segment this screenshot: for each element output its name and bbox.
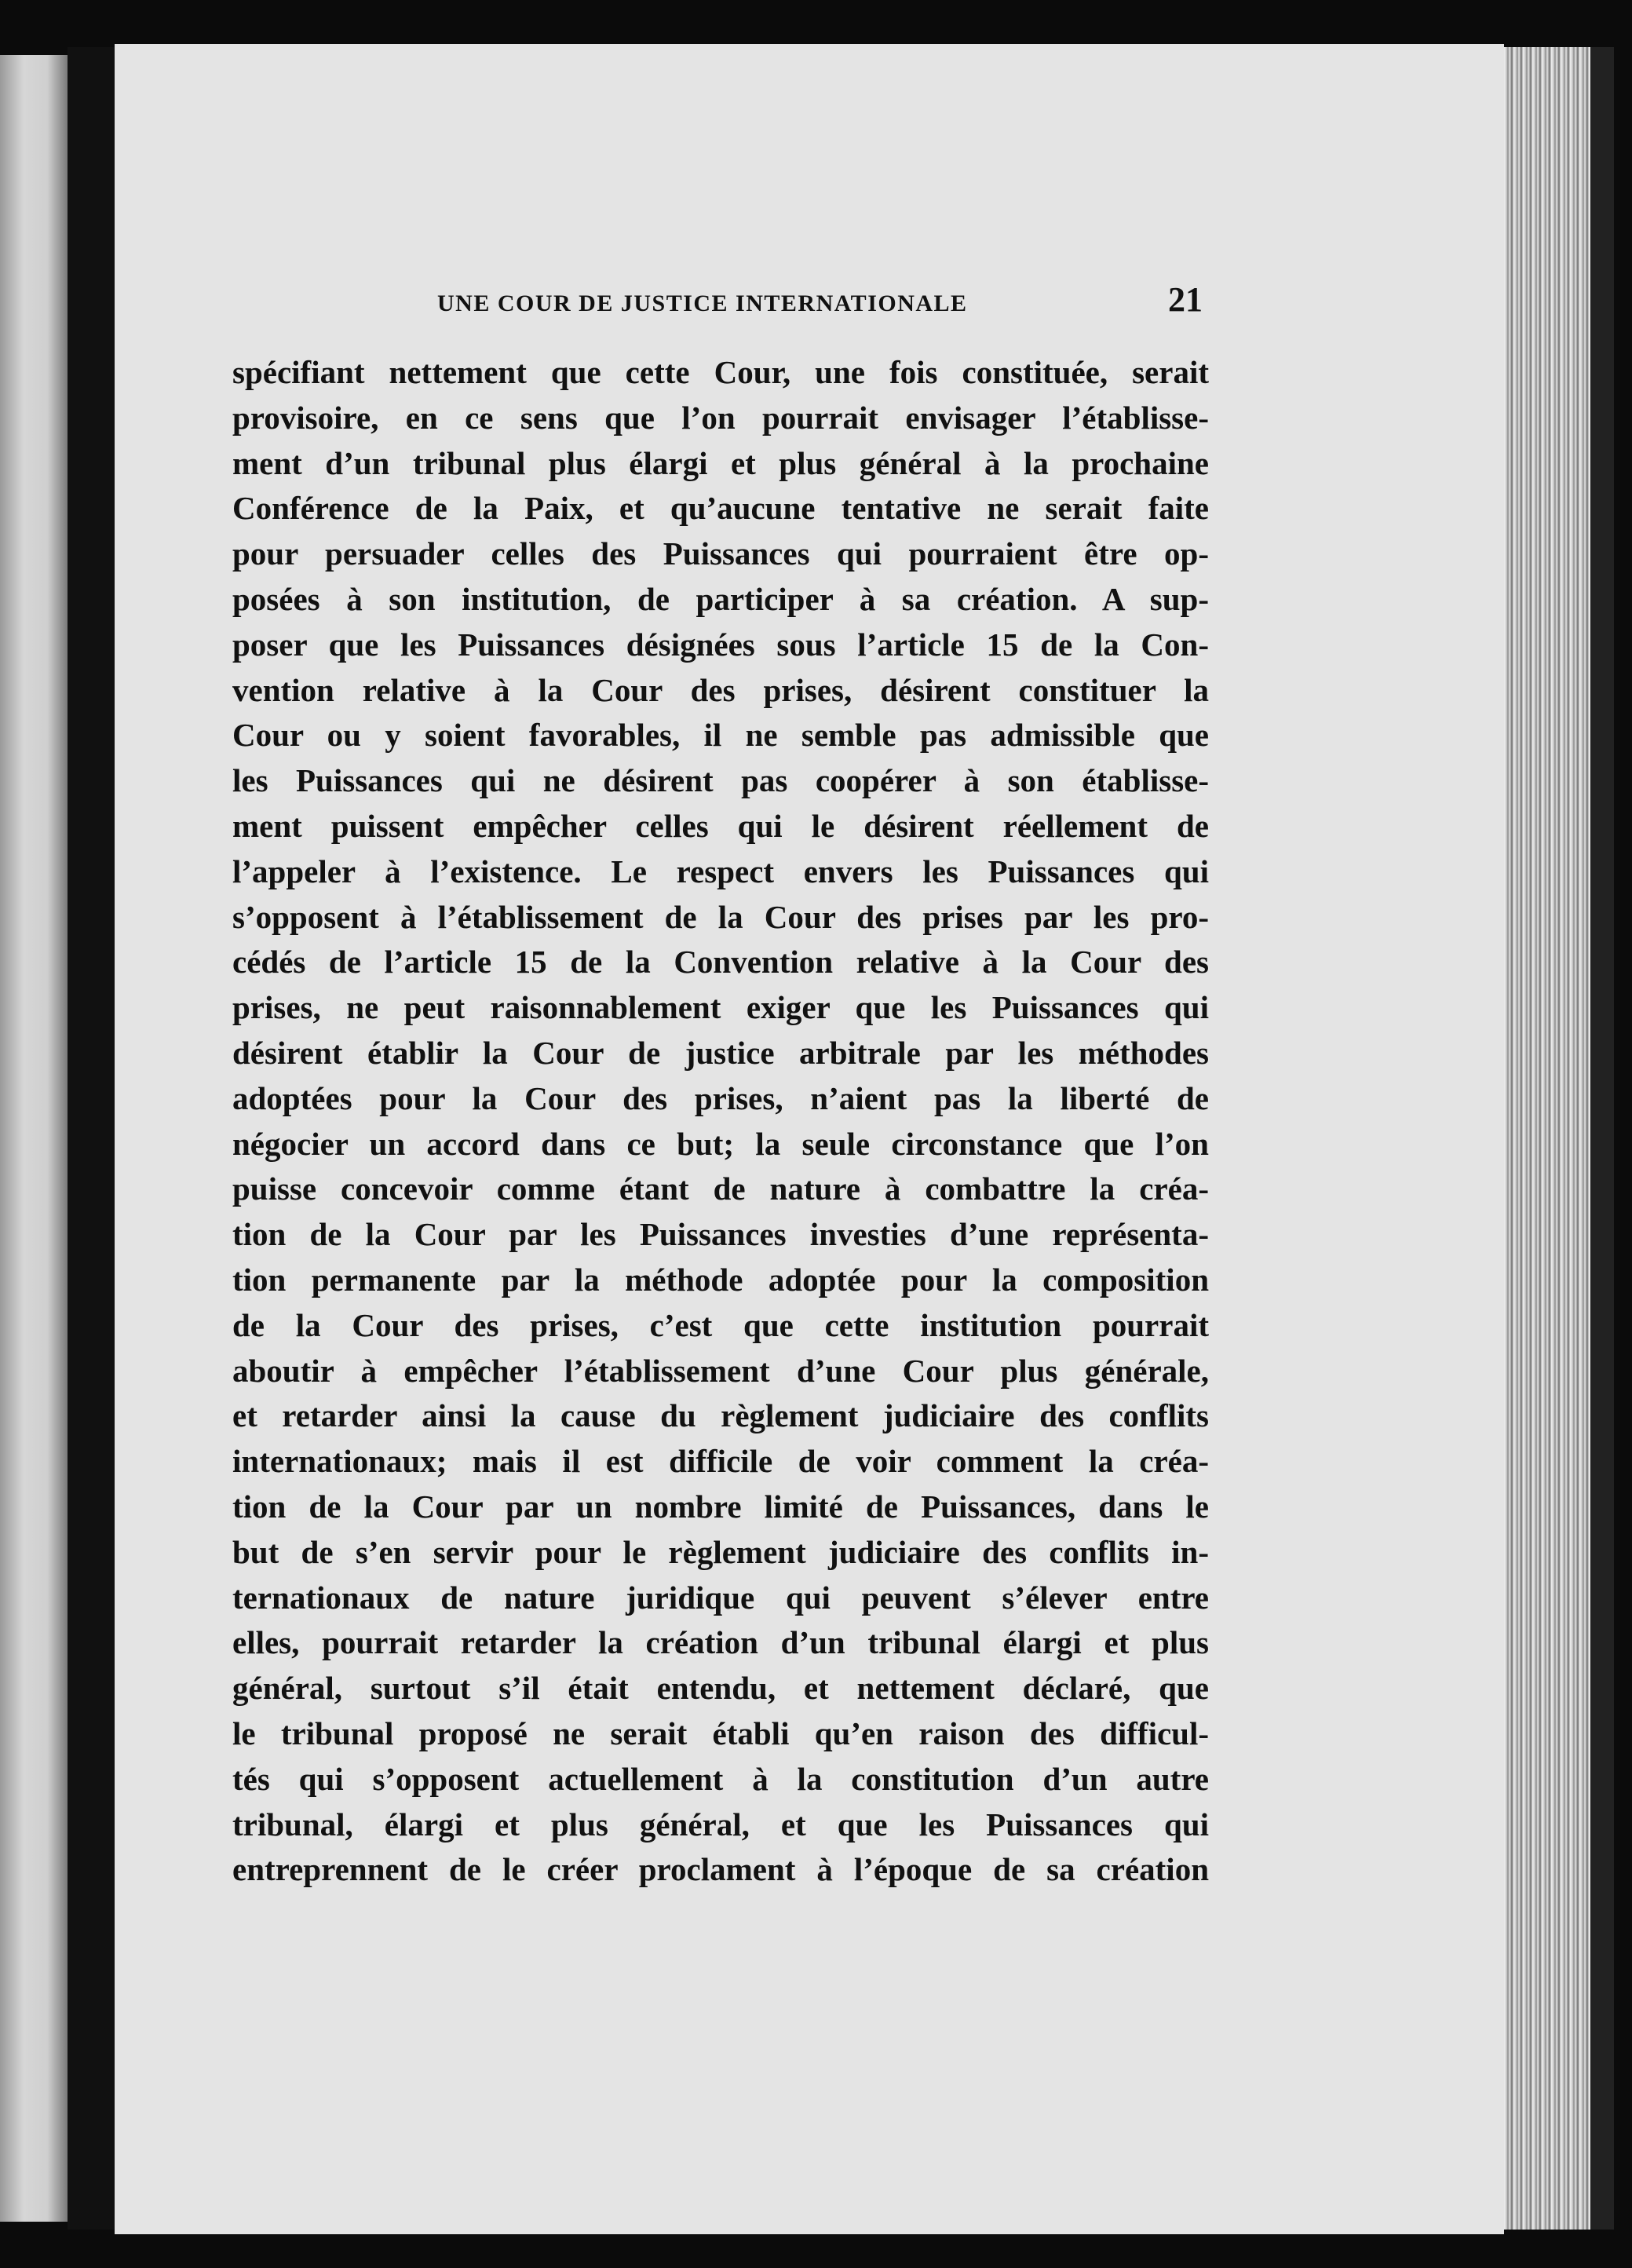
text-line: le tribunal proposé ne serait établi qu’en raison des difficul- (232, 1715, 1209, 1751)
text-line: ternationaux de nature juridique qui peuvent s’élever entre (232, 1579, 1209, 1616)
running-title: UNE COUR DE JUSTICE INTERNATIONALE (437, 290, 968, 316)
text-line: Conférence de la Paix, et qu’aucune tentative ne serait faite (232, 490, 1209, 527)
page-stack-edge (1504, 47, 1590, 2230)
previous-page-edge (0, 55, 68, 2222)
text-line: ment puissent empêcher celles qui le désirent réellement de (232, 807, 1209, 844)
text-line: ment d’un tribunal plus élargi et plus général à la prochaine (232, 444, 1209, 481)
text-line: cédés de l’article 15 de la Convention relative à la Cour des (232, 944, 1209, 981)
text-line: pour persuader celles des Puissances qui pourraient être op- (232, 535, 1209, 572)
text-line: aboutir à empêcher l’établissement d’une Cour plus générale, (232, 1352, 1209, 1389)
text-line: vention relative à la Cour des prises, désirent constituer la (232, 671, 1209, 708)
text-line: internationaux; mais il est difficile de voir comment la créa- (232, 1443, 1209, 1480)
text-line: entreprennent de le créer proclament à l’époque de sa création (232, 1851, 1209, 1888)
text-line: tion de la Cour par un nombre limité de Puissances, dans le (232, 1488, 1209, 1525)
text-line: prises, ne peut raisonnablement exiger que les Puissances qui (232, 989, 1209, 1026)
text-line: de la Cour des prises, c’est que cette institution pourrait (232, 1306, 1209, 1343)
text-line: tés qui s’opposent actuellement à la constitution d’un autre (232, 1760, 1209, 1797)
text-line: négocier un accord dans ce but; la seule circonstance que l’on (232, 1125, 1209, 1162)
book-gutter (68, 47, 115, 2230)
text-line: tion permanente par la méthode adoptée pour la composition (232, 1261, 1209, 1298)
text-line: puisse concevoir comme étant de nature à combattre la créa- (232, 1171, 1209, 1207)
text-line: général, surtout s’il était entendu, et nettement déclaré, que (232, 1670, 1209, 1707)
text-line: les Puissances qui ne désirent pas coopérer à son établisse- (232, 762, 1209, 799)
text-line: posées à son institution, de participer à sa création. A sup- (232, 580, 1209, 617)
page-number: 21 (1168, 280, 1203, 319)
text-line: tribunal, élargi et plus général, et que les Puissances qui (232, 1806, 1209, 1843)
right-shadow (1590, 47, 1614, 2230)
text-line: désirent établir la Cour de justice arbitrale par les méthodes (232, 1034, 1209, 1071)
text-line: Cour ou y soient favorables, il ne semble pas admissible que (232, 717, 1209, 754)
text-line: l’appeler à l’existence. Le respect envers les Puissances qui (232, 853, 1209, 889)
text-line: et retarder ainsi la cause du règlement judiciaire des conflits (232, 1397, 1209, 1434)
text-line: elles, pourrait retarder la création d’un tribunal élargi et plus (232, 1624, 1209, 1661)
text-line: spécifiant nettement que cette Cour, une fois constituée, serait (232, 354, 1209, 390)
text-line: s’opposent à l’établissement de la Cour des prises par les pro- (232, 898, 1209, 935)
body-text (232, 350, 1209, 1893)
text-line: but de s’en servir pour le règlement judiciaire des conflits in- (232, 1533, 1209, 1570)
running-head (229, 279, 1203, 327)
text-line: provisoire, en ce sens que l’on pourrait envisager l’établisse- (232, 399, 1209, 436)
text-line: adoptées pour la Cour des prises, n’aient pas la liberté de (232, 1079, 1209, 1116)
text-line: poser que les Puissances désignées sous l’article 15 de la Con- (232, 626, 1209, 663)
text-line: tion de la Cour par les Puissances investies d’une représenta- (232, 1216, 1209, 1253)
